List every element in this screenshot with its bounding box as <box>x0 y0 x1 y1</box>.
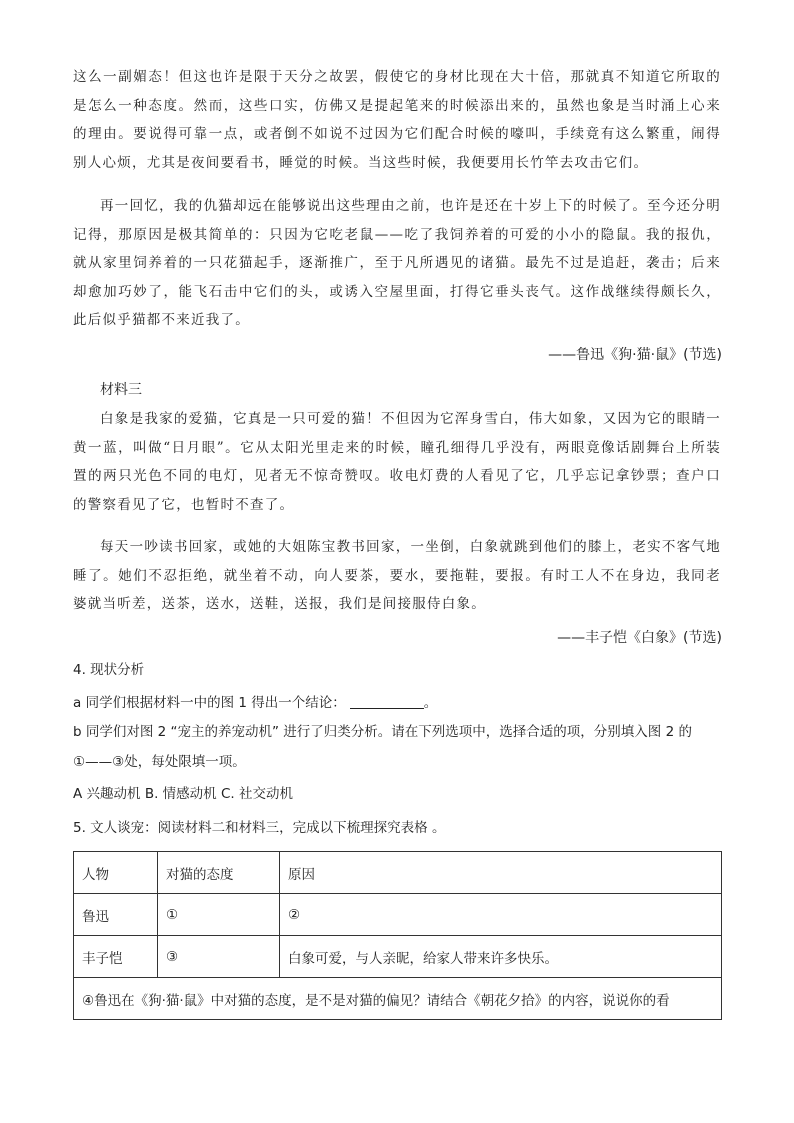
question-5-title: 5. 文人谈宠：阅读材料二和材料三，完成以下梳理探究表格 。 <box>73 820 446 836</box>
question-4b-line-2: ①——③处，每处限填一项。 <box>73 754 246 770</box>
material3-paragraph-2: 每天一吵读书回家，或她的大姐陈宝教书回家，一坐倒，白象就跳到他们的膝上，老实不客气地睡了。她们不忍拒绝，就坐着不动，向人要茶，要水，要拖鞋，要报。有时工人不在身边，我同老婆就当听差，送茶，送水，送鞋，送报，我们是间接服侍白象。 <box>73 539 721 612</box>
table-header-cell: 对猫的态度 <box>158 852 280 894</box>
question-4b-options: A 兴趣动机 B. 情感动机 C. 社交动机 <box>73 786 293 802</box>
question-4a <box>73 689 723 717</box>
table-header-row <box>74 852 722 894</box>
question-4b-line-1: b 同学们对图 2 “宠主的养宠动机” 进行了归类分析。请在下列选项中，选择合适的项，分别填入图 2 的 <box>73 724 692 740</box>
table-cell[interactable]: ① <box>158 894 280 936</box>
question-4-title: 4. 现状分析 <box>73 662 145 678</box>
table-cell: 鲁迅 <box>74 894 158 936</box>
table-cell: 白象可爱，与人亲昵，给家人带来许多快乐。 <box>280 936 722 978</box>
table-header-cell: 原因 <box>280 852 722 894</box>
question-4a-text: a 同学们根据材料一中的图 1 得出一个结论： <box>73 695 346 711</box>
exploration-table <box>73 851 722 1020</box>
table-cell: 丰子恺 <box>74 936 158 978</box>
material2-paragraph-1: 这么一副媚态！但这也许是限于天分之故罢，假使它的身材比现在大十倍，那就真不知道它所取的是怎么一种态度。然而，这些口实，仿佛又是提起笔来的时候添出来的，虽然也象是当时涌上心来的理由。要说得可靠一点，或者倒不如说不过因为它们配合时候的嚎叫，手续竟有这么繁重，闹得别人心烦，尤其是夜间要看书，睡觉的时候。当这些时候，我便要用长竹竿去攻击它们。 <box>73 69 721 171</box>
material3-label: 材料三 <box>100 382 142 398</box>
table-footer-cell: ④鲁迅在《狗·猫·鼠》中对猫的态度，是不是对猫的偏见？请结合《朝花夕拾》的内容，说说你的看 <box>74 978 722 1020</box>
material3-paragraph-1: 白象是我家的爱猫，它真是一只可爱的猫！不但因为它浑身雪白，伟大如象，又因为它的眼睛一黄一蓝，叫做“日月眼”。它从太阳光里走来的时候，瞳孔细得几乎没有，两眼竟像话剧舞台上所装置的两只光色不同的电灯，见者无不惊奇赞叹。收电灯费的人看见了它，几乎忘记拿钞票；查户口的警察看见了它，也暂时不查了。 <box>73 411 721 513</box>
table-cell[interactable]: ③ <box>158 936 280 978</box>
table-header-cell: 人物 <box>74 852 158 894</box>
table-row <box>74 936 722 978</box>
table-row <box>74 894 722 936</box>
material3-source: ——丰子恺《白象》(节选) <box>557 630 722 646</box>
table-footer-row <box>74 978 722 1020</box>
table-cell[interactable]: ② <box>280 894 722 936</box>
material2-paragraph-2: 再一回忆，我的仇猫却远在能够说出这些理由之前，也许是还在十岁上下的时候了。至今还分明记得，那原因是极其简单的：只因为它吃老鼠——吃了我饲养着的可爱的小小的隐鼠。我的报仇，就从家里饲养着的一只花猫起手，逐渐推广，至于凡所遇见的诸猫。最先不过是追赶，袭击；后来却愈加巧妙了，能飞石击中它们的头，或诱入空屋里面，打得它垂头丧气。这作战继续得颇长久，此后似乎猫都不来近我了。 <box>73 198 721 328</box>
material2-source: ——鲁迅《狗·猫·鼠》(节选) <box>548 347 722 363</box>
answer-blank[interactable] <box>350 694 424 709</box>
question-4a-end: 。 <box>423 695 438 711</box>
